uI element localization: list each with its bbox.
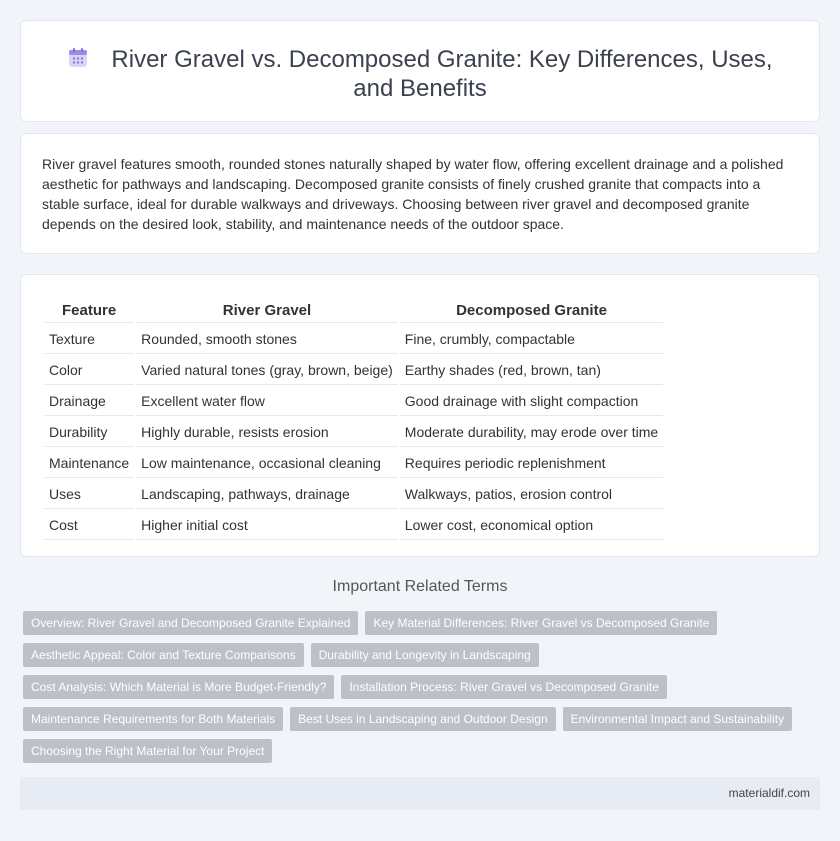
related-term-link[interactable]: Overview: River Gravel and Decomposed Granite Explained (23, 611, 358, 635)
header-river-gravel: River Gravel (136, 297, 398, 323)
calendar-icon (67, 47, 89, 69)
river-gravel-cell: Varied natural tones (gray, brown, beige) (136, 356, 398, 385)
table-row (44, 449, 663, 478)
comparison-card (20, 274, 820, 557)
related-term-link[interactable]: Best Uses in Landscaping and Outdoor Design (290, 707, 556, 731)
river-gravel-cell: Landscaping, pathways, drainage (136, 480, 398, 509)
page-title: River Gravel vs. Decomposed Granite: Key Differences, Uses, and Benefits (111, 46, 773, 102)
feature-cell: Uses (44, 480, 134, 509)
feature-cell: Texture (44, 325, 134, 354)
river-gravel-cell: Excellent water flow (136, 387, 398, 416)
river-gravel-cell: Higher initial cost (136, 511, 398, 540)
feature-cell: Maintenance (44, 449, 134, 478)
decomposed-granite-cell: Requires periodic replenishment (400, 449, 663, 478)
title-card (20, 20, 820, 122)
related-term-link[interactable]: Maintenance Requirements for Both Materials (23, 707, 283, 731)
footer (20, 777, 820, 810)
related-term-link[interactable]: Durability and Longevity in Landscaping (311, 643, 539, 667)
related-term-link[interactable]: Key Material Differences: River Gravel vs Decomposed Granite (365, 611, 717, 635)
river-gravel-cell: Highly durable, resists erosion (136, 418, 398, 447)
header-feature: Feature (44, 297, 134, 323)
header-decomposed-granite: Decomposed Granite (400, 297, 663, 323)
related-terms-list (23, 611, 813, 771)
feature-cell: Color (44, 356, 134, 385)
decomposed-granite-cell: Moderate durability, may erode over time (400, 418, 663, 447)
decomposed-granite-cell: Fine, crumbly, compactable (400, 325, 663, 354)
decomposed-granite-cell: Walkways, patios, erosion control (400, 480, 663, 509)
comparison-table (42, 295, 665, 542)
table-row (44, 418, 663, 447)
intro-paragraph: River gravel features smooth, rounded stones naturally shaped by water flow, offering excellent drainage and a polished aesthetic for pathways and landscaping. Decomposed granite consists of finely crushed granite that compacts into a stable surface, ideal for durable walkways and driveways. Choosing between river gravel and decomposed granite depends on the desired look, stability, and maintenance needs of the outdoor space. (42, 156, 784, 232)
decomposed-granite-cell: Good drainage with slight compaction (400, 387, 663, 416)
decomposed-granite-cell: Earthy shades (red, brown, tan) (400, 356, 663, 385)
river-gravel-cell: Low maintenance, occasional cleaning (136, 449, 398, 478)
related-term-link[interactable]: Installation Process: River Gravel vs Decomposed Granite (341, 675, 666, 699)
table-row (44, 325, 663, 354)
feature-cell: Cost (44, 511, 134, 540)
table-row (44, 387, 663, 416)
related-term-link[interactable]: Environmental Impact and Sustainability (563, 707, 792, 731)
footer-site-link[interactable]: materialdif.com (728, 786, 810, 800)
intro-card (20, 133, 820, 254)
related-terms-heading: Important Related Terms (332, 578, 508, 595)
table-row (44, 511, 663, 540)
table-header-row (44, 297, 663, 323)
feature-cell: Drainage (44, 387, 134, 416)
related-term-link[interactable]: Aesthetic Appeal: Color and Texture Comparisons (23, 643, 304, 667)
related-term-link[interactable]: Cost Analysis: Which Material is More Budget-Friendly? (23, 675, 334, 699)
decomposed-granite-cell: Lower cost, economical option (400, 511, 663, 540)
page-title-row (21, 45, 819, 103)
table-row (44, 356, 663, 385)
table-row (44, 480, 663, 509)
river-gravel-cell: Rounded, smooth stones (136, 325, 398, 354)
feature-cell: Durability (44, 418, 134, 447)
related-term-link[interactable]: Choosing the Right Material for Your Project (23, 739, 272, 763)
